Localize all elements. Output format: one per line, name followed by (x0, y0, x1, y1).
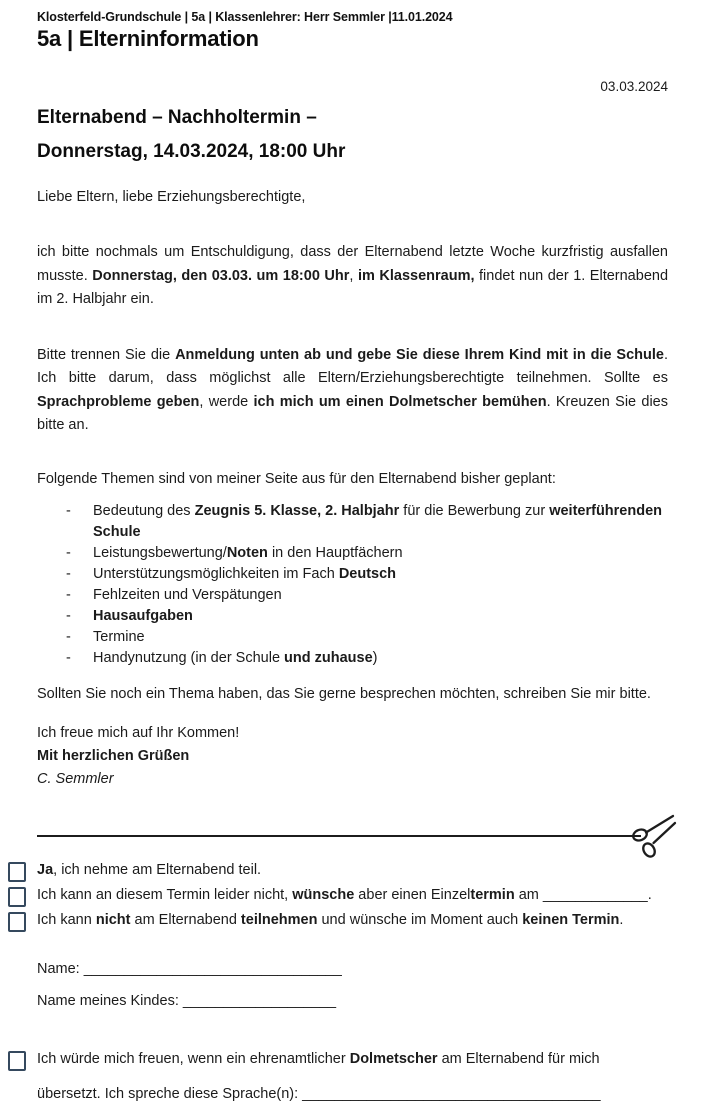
dash-marker: - (66, 503, 71, 519)
attend-checkbox[interactable] (8, 862, 26, 882)
interpreter-option-line1: Ich würde mich freuen, wenn ein ehrenamtlicher Dolmetscher am Elternabend für mich (37, 1051, 600, 1067)
topic-item (66, 501, 668, 543)
dash-marker: - (66, 650, 71, 666)
more-topics-note: Sollten Sie noch ein Thema haben, das Sie gerne besprechen möchten, schreiben Sie mir bitte. (37, 686, 651, 702)
topic-text: Handynutzung (in der Schule und zuhause) (93, 650, 378, 666)
topic-text: Termine (93, 629, 145, 645)
reply-option-row-attend (8, 858, 668, 883)
reply-option-row-single-appointment (8, 883, 668, 908)
topics-intro: Folgende Themen sind von meiner Seite aus für den Elternabend bisher geplant: (37, 470, 556, 487)
topic-text: Hausaufgaben (93, 608, 193, 624)
reply-options (37, 858, 668, 933)
school-header-line: Klosterfeld-Grundschule | 5a | Klassenlehrer: Herr Semmler |11.01.2024 (37, 10, 453, 24)
dash-marker: - (66, 566, 71, 582)
decline-option-label: Ich kann nicht am Elternabend teilnehmen und wünsche im Moment auch keinen Termin. (37, 912, 624, 928)
topic-item (66, 648, 668, 669)
topic-item (66, 543, 668, 564)
salutation: Liebe Eltern, liebe Erziehungsberechtigte, (37, 189, 306, 205)
closing-block (37, 722, 668, 791)
parent-name-row (37, 957, 668, 982)
topic-item (66, 606, 668, 627)
closing-line-kommen: Ich freue mich auf Ihr Kommen! (37, 725, 240, 741)
name-blank[interactable]: ________________________________ (83, 961, 342, 977)
interpreter-option-label (37, 1042, 622, 1112)
child-name-blank[interactable]: ___________________ (182, 993, 337, 1009)
event-heading (37, 101, 668, 169)
topic-item (66, 627, 668, 648)
child-name-label: Name meines Kindes: (37, 993, 179, 1009)
attend-option-label: Ja, ich nehme am Elternabend teil. (37, 862, 262, 878)
topic-item (66, 585, 668, 606)
name-label: Name: (37, 961, 80, 977)
paragraph-request: Bitte trennen Sie die Anmeldung unten ab und gebe Sie diese Ihrem Kind mit in die Schule. Ich bitte darum, dass möglichst alle Eltern/Erziehungsberechtigte teilnehmen. Sollte es Sprachprobleme geben, werde ich mich um einen Dolmetscher bemühen. Kreuzen Sie dies bitte an. (37, 346, 668, 433)
dash-marker: - (66, 629, 71, 645)
topic-text: Unterstützungsmöglichkeiten im Fach Deutsch (93, 566, 397, 582)
reply-option-row-decline (8, 908, 668, 933)
cut-line (37, 835, 641, 837)
dash-marker: - (66, 608, 71, 624)
event-heading-line2: Donnerstag, 14.03.2024, 18:00 Uhr (37, 141, 346, 162)
dash-marker: - (66, 587, 71, 603)
interpreter-checkbox[interactable] (8, 1051, 26, 1071)
topic-text: Bedeutung des Zeugnis 5. Klasse, 2. Halbjahr für die Bewerbung zur weiterführenden Schule (93, 503, 662, 540)
signature: C. Semmler (37, 771, 114, 787)
decline-checkbox[interactable] (8, 912, 26, 932)
document-title: 5a | Elterninformation (37, 26, 259, 51)
topic-item (66, 564, 668, 585)
closing-line-gruesse: Mit herzlichen Grüßen (37, 748, 190, 764)
paragraph-apology: ich bitte nochmals um Entschuldigung, dass der Elternabend letzte Woche kurzfristig ausfallen musste. Donnerstag, den 03.03. um 18:00 Uhr, im Klassenraum, findet nun der 1. Elternabend im 2. Halbjahr ein. (37, 244, 669, 307)
event-heading-line1: Elternabend – Nachholtermin – (37, 107, 317, 128)
dash-marker: - (66, 545, 71, 561)
interpreter-option-row (8, 1042, 668, 1112)
interpreter-option-line2: übersetzt. Ich spreche diese Sprache(n): _____________________________________ (37, 1086, 601, 1102)
child-name-row (37, 989, 668, 1014)
single-appointment-checkbox[interactable] (8, 887, 26, 907)
topic-text: Fehlzeiten und Verspätungen (93, 587, 282, 603)
single-appointment-option-label: Ich kann an diesem Termin leider nicht, wünsche aber einen Einzeltermin am _____________. (37, 887, 652, 903)
topics-list (37, 501, 668, 669)
name-fields (37, 957, 668, 1014)
letter-date: 03.03.2024 (600, 79, 668, 94)
topic-text: Leistungsbewertung/Noten in den Hauptfächern (93, 545, 403, 561)
scissors-icon (630, 812, 678, 862)
